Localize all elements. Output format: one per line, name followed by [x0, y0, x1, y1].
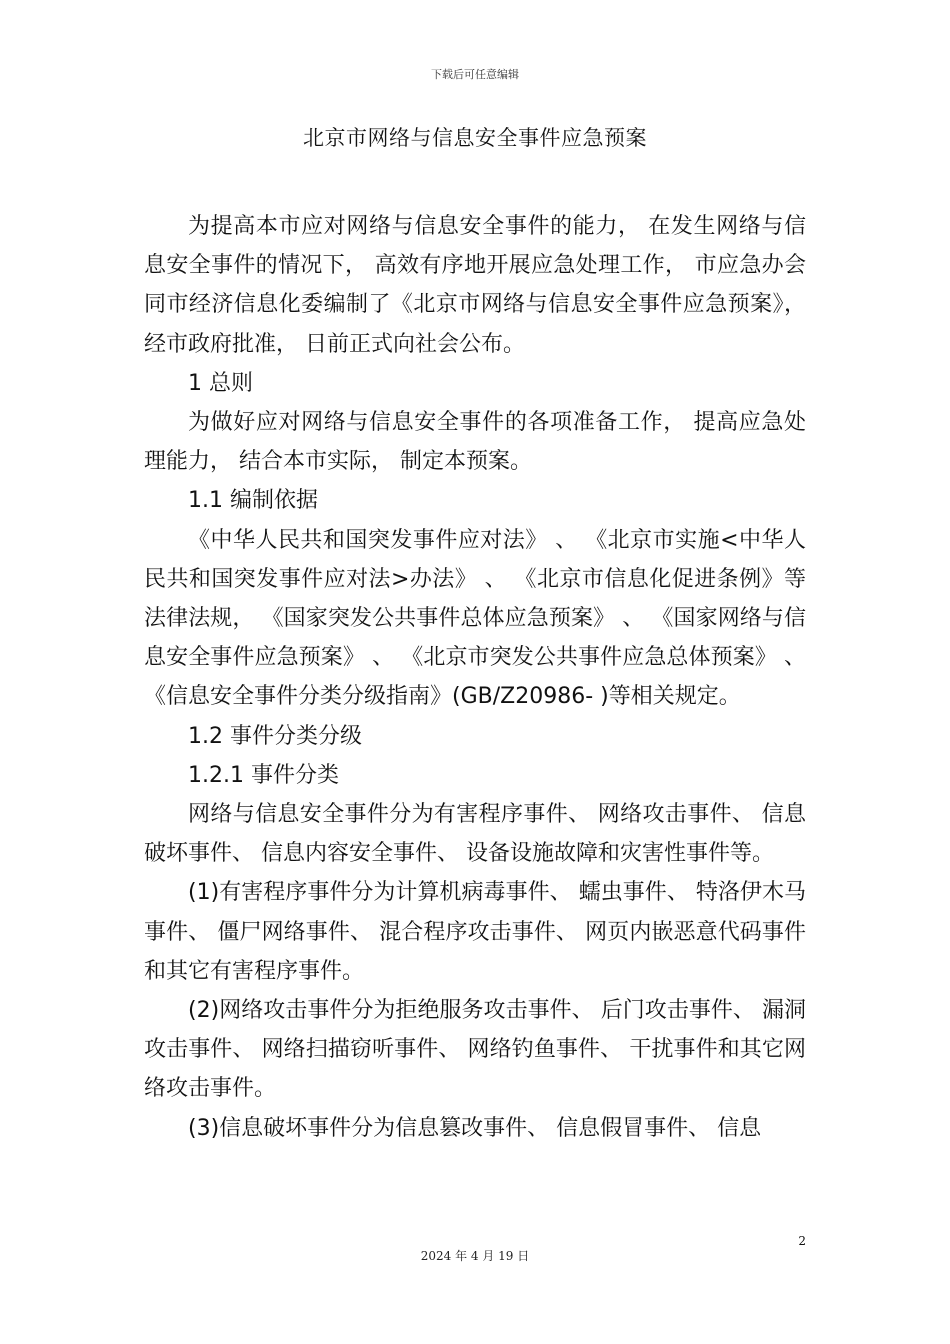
categories-paragraph: 网络与信息安全事件分为有害程序事件、 网络攻击事件、 信息破坏事件、 信息内容安全事件、 设备设施故障和灾害性事件等。 [144, 802, 806, 867]
section-heading-general: 1 总则 [188, 370, 253, 396]
page-header: 下载后可任意编辑 [431, 68, 519, 81]
page-footer-date: 2024 年 4 月 19 日 [420, 1249, 530, 1263]
list-item: (1)有害程序事件分为计算机病毒事件、 蠕虫事件、 特洛伊木马事件、 僵尸网络事件、 混合程序攻击事件、 网页内嵌恶意代码事件和其它有害程序事件。 [144, 880, 806, 984]
general-paragraph: 为做好应对网络与信息安全事件的各项准备工作， 提高应急处理能力， 结合本市实际， 制定本预案。 [144, 410, 806, 475]
intro-paragraph: 为提高本市应对网络与信息安全事件的能力， 在发生网络与信息安全事件的情况下， 高效有序地开展应急处理工作， 市应急办会同市经济信息化委编制了《北京市网络与信息安全事件应急预案》， 经市政府批准， 日前正式向社会公布。 [144, 214, 806, 357]
list-item: (3)信息破坏事件分为信息篡改事件、 信息假冒事件、 信息 [188, 1115, 762, 1141]
section-heading-classification: 1.2 事件分类分级 [188, 723, 362, 749]
page-number: 2 [798, 1234, 806, 1248]
section-heading-basis: 1.1 编制依据 [188, 488, 318, 514]
document-body [144, 207, 806, 1148]
section-heading-categories: 1.2.1 事件分类 [188, 762, 339, 788]
document-title: 北京市网络与信息安全事件应急预案 [303, 126, 647, 150]
basis-paragraph: 《中华人民共和国突发事件应对法》 、 《北京市实施<中华人民共和国突发事件应对法>办法》 、 《北京市信息化促进条例》等法律法规， 《国家突发公共事件总体应急预案》 、 《国家网络与信息安全事件应急预案》 、 《北京市突发公共事件应急总体预案》 、 《信息安全事件分类分级指南》(GB/Z20986- )等相关规定。 [144, 527, 807, 710]
list-item: (2)网络攻击事件分为拒绝服务攻击事件、 后门攻击事件、 漏洞攻击事件、 网络扫描窃听事件、 网络钓鱼事件、 干扰事件和其它网络攻击事件。 [144, 998, 806, 1102]
